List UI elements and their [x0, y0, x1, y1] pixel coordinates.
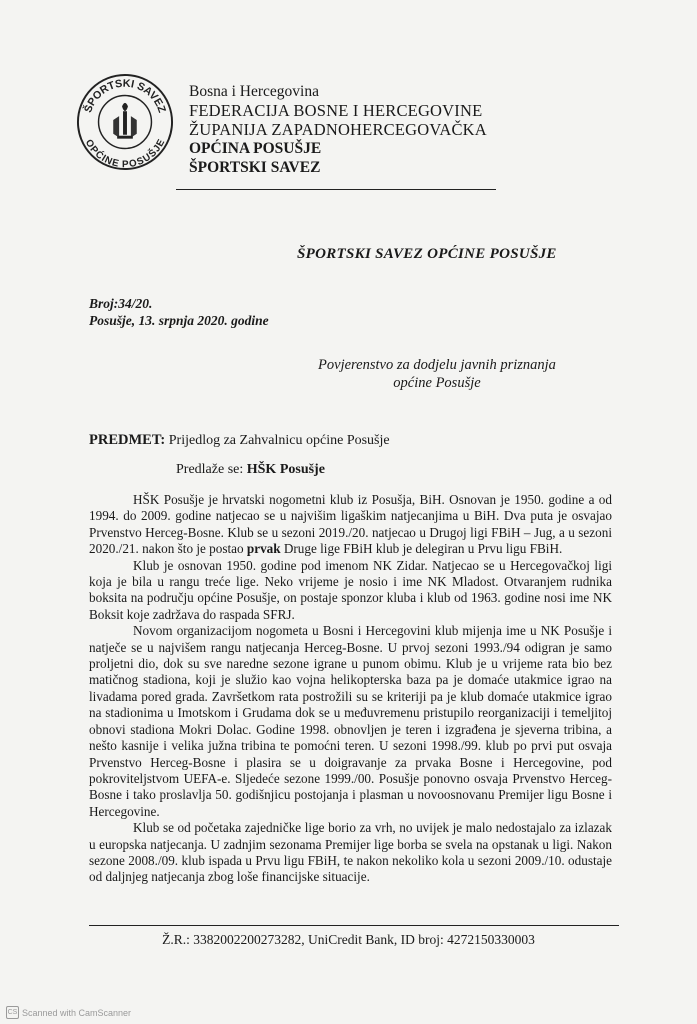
paragraph-2: Klub je osnovan 1950. godine pod imenom NK Zidar. Natjecao se u Hercegovačkoj ligi koja je bila u rangu treće lige. Neko vrijeme je nosio i ime NK Mladost. Otvaranjem rudnika boksita na području općine Posušje, on postaje sponzor kluba i klub od 1963. godine nosi ime NK Boksit koje zadržava do raspada SFRJ.: [89, 557, 612, 622]
seal-bottom-text: OPĆINE POSUŠJE: [82, 137, 168, 171]
header-country: Bosna i Hercegovina: [189, 83, 319, 100]
header-federation: FEDERACIJA BOSNE I HERCEGOVINE: [189, 101, 483, 120]
bank-footer: Ž.R.: 3382002200273282, UniCredit Bank, ID broj: 4272150330003: [162, 932, 535, 947]
subject-label: PREDMET:: [89, 432, 166, 448]
reference-number: Broj:34/20.: [89, 296, 153, 311]
header-association: ŠPORTSKI SAVEZ: [189, 159, 321, 176]
paragraph-1-emphasis: prvak: [246, 541, 281, 557]
reference-block: [89, 295, 269, 329]
organization-title: ŠPORTSKI SAVEZ OPĆINE POSUŠJE: [297, 246, 557, 262]
paragraph-3: Novom organizacijom nogometa u Bosni i Hercegovini klub mijenja ime u NK Posušje i natječe se u najvišem rangu natjecanja Herceg-Bosne. U prvoj sezoni 1993./94 odigran je samo proljetni dio, dok su sve naredne sezone igrane u punom obimu. Klub je u vrijeme rata bio bez matičnog stadiona, koji je služio kao vojna helikopterska baza pa je domaće utakmice igrao na livadama pored grada. Završetkom rata postrožili su se kriteriji pa je klub domaće utakmice igrao na stadionima u Imotskom i Grudama dok se u međuvremenu pristupilo reorganizaciji i temeljitoj obnovi stadiona Mokri Dolac. Godine 1998. obnovljen je teren i izgrađena je sjeverna tribina, a nešto kasnije i velika južna tribina te pomoćni teren. U sezoni 1998./99. klub po prvi put osvaja Prvenstvo Herceg-Bosne i plasira se u doigravanje za prvaka Bosne i Hercegovine, pod pokroviteljstvom UEFA-e. Sljedeće sezone 1999./00. Posušje ponovno osvaja Prvenstvo Herceg-Bosne i tako proslavlja 50. godišnjicu postojanja i plasman u novoosnovanu Premijer ligu Bosne i Hercegovine.: [89, 623, 612, 819]
sports-association-seal: [76, 73, 174, 171]
institution-header: [189, 82, 487, 177]
letter-body: [89, 492, 612, 886]
recipient-line-2: općine Posušje: [393, 375, 481, 391]
seal-top-text: ŠPORTSKI SAVEZ: [82, 77, 168, 115]
torch-icon: [113, 103, 137, 139]
footer-divider: [89, 925, 619, 926]
header-divider: [176, 189, 496, 190]
paragraph-4: Klub se od početaka zajedničke lige borio za vrh, no uvijek je malo nedostajalo za izlazak u europska natjecanja. U zadnjim sezonama Premijer lige borba se svela na opstanak u ligi. Nakon sezone 2008./09. klub ispada u Prvu ligu FBiH, te nakon nekoliko kola u sezoni 2009./10. odustaje od daljnjeg natjecanja zbog loše financijske situacije.: [89, 820, 612, 885]
subject-line: [89, 432, 390, 449]
proposal-name: HŠK Posušje: [246, 462, 325, 477]
scanner-text: Scanned with CamScanner: [22, 1007, 132, 1018]
paragraph-1-text-a: HŠK Posušje je hrvatski nogometni klub iz Posušja, BiH. Osnovan je 1950. godine a od 1994. do 2009. godine natjecao se u najvišim ligaškim natjecanjima u BiH. Dva puta je osvajao Prvenstvo Herceg-Bosne. Klub se u sezoni 2019./20. natjecao u Drugoj ligi FBiH – Jug, a u sezoni 2020./21. nakon što je postao: [89, 492, 612, 557]
paragraph-1: [89, 492, 612, 558]
header-municipality: OPĆINA POSUŠJE: [189, 140, 322, 157]
header-canton: ŽUPANIJA ZAPADNOHERCEGOVAČKA: [189, 120, 487, 139]
recipient-block: [297, 356, 577, 392]
proposal-line: [176, 462, 325, 478]
reference-date: Posušje, 13. srpnja 2020. godine: [89, 313, 269, 328]
camscanner-icon: CS: [6, 1006, 19, 1019]
proposal-label: Predlaže se:: [176, 462, 247, 477]
subject-text: Prijedlog za Zahvalnicu općine Posušje: [165, 433, 390, 448]
svg-text:OPĆINE POSUŠJE: [82, 138, 168, 171]
recipient-line-1: Povjerenstvo za dodjelu javnih priznanja: [318, 357, 556, 373]
paragraph-1-text-b: Druge lige FBiH klub je delegiran u Prvu ligu FBiH.: [280, 541, 563, 557]
scanner-watermark: [6, 1006, 131, 1019]
